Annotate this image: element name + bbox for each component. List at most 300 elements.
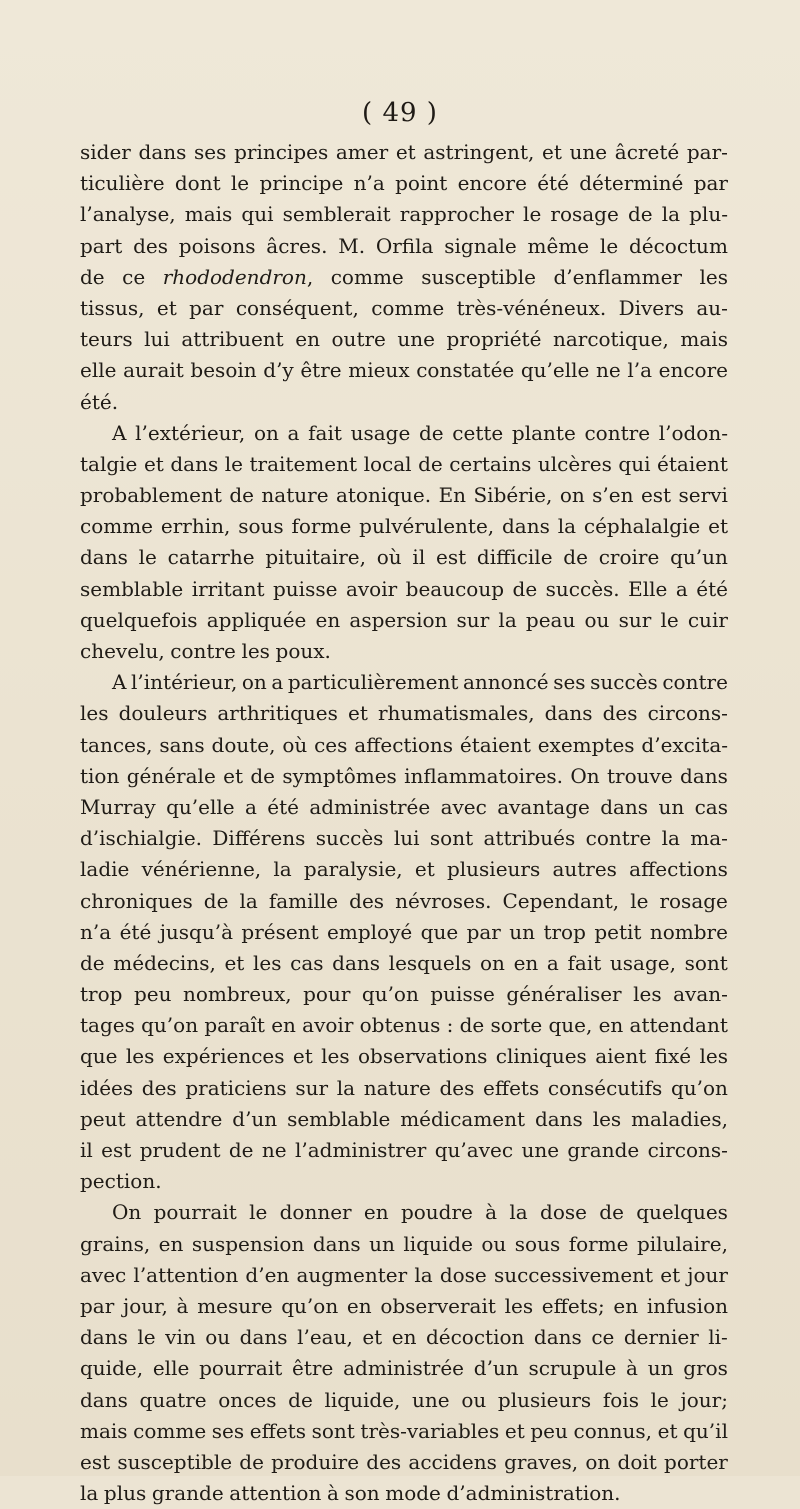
word: vénérienne, — [141, 857, 262, 882]
word: employé — [327, 919, 413, 944]
word: paralysie, — [303, 857, 403, 882]
word: aient — [595, 1044, 647, 1069]
word: mais — [680, 327, 728, 352]
word: âcreté — [614, 140, 680, 164]
word: petit — [594, 919, 642, 944]
word: sur — [295, 1075, 329, 1100]
word: ou — [461, 1387, 487, 1412]
text-line — [80, 324, 728, 355]
word: sont — [429, 826, 474, 851]
word: pourrait — [199, 1356, 283, 1381]
text-line — [80, 511, 728, 542]
word: très-vénéneux. — [456, 295, 607, 320]
word: n’a — [353, 171, 385, 196]
word: trop — [80, 982, 123, 1007]
text-line — [80, 1073, 728, 1104]
word: beaucoup — [405, 576, 505, 601]
word: poux. — [275, 639, 331, 663]
word: effets — [483, 1075, 540, 1100]
word: local — [363, 451, 412, 476]
text-line — [80, 854, 728, 885]
word: contre — [584, 420, 651, 445]
text-line — [80, 355, 728, 386]
word: ces — [314, 732, 348, 757]
word: fixé — [654, 1044, 692, 1069]
word: décoctum — [628, 233, 728, 258]
word: et — [708, 514, 728, 539]
word: tances, — [80, 732, 153, 757]
text-line — [80, 1197, 728, 1228]
word: avan- — [673, 982, 728, 1007]
word: liquide, — [324, 1387, 401, 1412]
word: usage, — [609, 950, 676, 975]
word: pulvérulente, — [359, 514, 495, 539]
word: effets; — [541, 1293, 605, 1318]
word: médicament — [400, 1106, 526, 1131]
word: de — [418, 451, 443, 476]
word: affections — [629, 857, 728, 882]
word: sur — [618, 607, 652, 632]
word: peau — [525, 607, 576, 632]
word: on — [585, 1449, 611, 1474]
word: où — [282, 732, 308, 757]
word: la — [661, 826, 680, 851]
word: est — [80, 1449, 111, 1474]
word: ladie — [80, 857, 130, 882]
word: l’a — [627, 358, 653, 383]
word: part — [80, 233, 123, 258]
word: s’en — [592, 483, 634, 508]
word: où — [376, 545, 402, 570]
word: la — [557, 514, 577, 539]
word: le — [137, 1325, 156, 1350]
text-line — [80, 293, 728, 324]
word: jour; — [680, 1387, 728, 1412]
word: présent — [241, 919, 319, 944]
word: signale — [444, 233, 517, 258]
word: trouve — [607, 763, 673, 788]
word: avantage — [497, 794, 590, 819]
word: et — [395, 140, 416, 164]
word: par — [189, 295, 224, 320]
word: été — [119, 919, 152, 944]
word: dose — [439, 1262, 487, 1287]
word: On — [570, 763, 600, 788]
text-line — [80, 1135, 728, 1166]
text-line — [80, 1353, 728, 1384]
word: un — [658, 794, 685, 819]
word: tages — [80, 1013, 135, 1038]
word: une — [521, 1138, 560, 1162]
word: que — [80, 1044, 118, 1069]
word: jusqu’à — [159, 919, 234, 944]
word: exemptes — [537, 732, 635, 757]
word: que — [420, 919, 459, 944]
word: et — [292, 1044, 313, 1069]
word: et — [362, 1325, 383, 1350]
word: talgie — [80, 451, 138, 476]
text-line — [80, 1291, 728, 1322]
text-line — [80, 730, 728, 761]
word: été. — [80, 389, 119, 414]
word: praticiens — [185, 1075, 287, 1100]
word: peut — [80, 1106, 126, 1131]
text-line — [80, 979, 728, 1010]
word: arthritiques — [217, 701, 338, 726]
word: rapprocher — [399, 202, 514, 227]
word: consécutifs — [547, 1075, 663, 1100]
word: ce — [591, 1325, 615, 1350]
word: encore — [658, 358, 728, 383]
word: forme — [291, 514, 352, 539]
word: la — [509, 1200, 528, 1225]
word: poudre — [400, 1200, 473, 1225]
word: ne — [596, 358, 621, 383]
word: pourrait — [153, 1200, 237, 1225]
word: l’attention — [133, 1262, 239, 1287]
word: atonique. — [335, 483, 432, 508]
text-line — [80, 231, 728, 262]
word: de — [288, 1387, 313, 1412]
word: de — [228, 1138, 254, 1162]
word: par- — [686, 140, 728, 164]
word: par — [466, 919, 501, 944]
word: astringent, — [423, 140, 535, 164]
word: catarrhe — [167, 545, 255, 570]
word: comme — [133, 1418, 207, 1443]
word: elle — [80, 358, 117, 383]
word: cliniques — [495, 1044, 587, 1069]
word: de — [627, 202, 653, 227]
word: ou — [584, 607, 610, 632]
word: les — [504, 1293, 534, 1318]
word: Différens — [212, 826, 306, 851]
word: sous — [514, 1231, 561, 1256]
word: Sibérie, — [473, 483, 553, 508]
word: une — [397, 327, 436, 352]
word: et — [542, 140, 562, 164]
word: un — [647, 1356, 674, 1381]
word: et — [657, 1418, 678, 1443]
word: Cependant, — [502, 888, 620, 913]
word: mode — [385, 1481, 441, 1506]
word: été — [267, 794, 299, 819]
word: propriété — [446, 327, 542, 352]
word: : — [446, 1013, 454, 1038]
text-line — [80, 886, 728, 917]
word: les — [321, 1044, 350, 1069]
word: mieux — [348, 358, 410, 383]
word: avec — [80, 1262, 127, 1287]
word: cette — [452, 420, 504, 445]
word: les — [633, 982, 662, 1007]
word: en — [391, 1325, 417, 1350]
word: d’administration. — [446, 1481, 621, 1506]
word: un — [369, 1231, 395, 1256]
word: comme — [80, 514, 154, 539]
word: observerait — [380, 1293, 496, 1318]
word: graves, — [504, 1449, 579, 1474]
word: qu’on — [670, 1075, 728, 1100]
word: l’extérieur, — [135, 420, 246, 445]
word: encore — [457, 171, 527, 196]
word: les — [699, 1044, 728, 1069]
word: ses — [211, 1418, 245, 1443]
word: forme — [568, 1231, 629, 1256]
word: certains — [449, 451, 532, 476]
text-line — [80, 1260, 728, 1291]
word: liquide — [403, 1231, 473, 1256]
word: qu’elle — [520, 358, 590, 383]
paragraph — [80, 667, 728, 1197]
word: ses — [553, 670, 586, 695]
word: comme — [330, 264, 404, 289]
word: lui — [144, 327, 170, 352]
text-line — [80, 636, 728, 667]
text-line — [80, 761, 728, 792]
paragraph — [80, 137, 728, 418]
word: en — [613, 1293, 639, 1318]
word: en — [598, 1013, 624, 1038]
word: et — [347, 701, 368, 726]
page-number: ( 49 ) — [362, 98, 438, 128]
word: teurs — [80, 327, 133, 352]
word: nombre — [649, 919, 728, 944]
word: pection. — [80, 1169, 162, 1194]
word: qui — [241, 202, 274, 227]
word: de — [203, 888, 229, 913]
word: gros — [683, 1356, 728, 1381]
word: pour — [303, 982, 351, 1007]
word: M. — [338, 233, 366, 258]
word: dans — [680, 763, 728, 788]
word: plusieurs — [497, 1387, 592, 1412]
word: annoncé — [462, 670, 549, 695]
word: sont — [311, 1418, 355, 1443]
word: infusion — [646, 1293, 728, 1318]
text-line — [80, 574, 728, 605]
word: connus, — [573, 1418, 653, 1443]
word: qu’on — [281, 1293, 339, 1318]
word: succès — [315, 826, 384, 851]
word: être — [300, 358, 342, 383]
word: grande — [151, 1481, 224, 1506]
word: quatre — [139, 1387, 207, 1412]
text-line — [80, 917, 728, 948]
word: dans — [332, 950, 381, 975]
word: On — [112, 1200, 142, 1225]
word: dans — [501, 514, 550, 539]
word: irritant — [191, 576, 265, 601]
word: la — [336, 1075, 356, 1100]
word: les — [241, 639, 270, 663]
word: li- — [708, 1325, 728, 1350]
word: dans — [80, 545, 128, 570]
word: dans — [170, 451, 219, 476]
word: jour, — [123, 1293, 168, 1318]
word: déterminé — [579, 171, 684, 196]
text-line — [80, 542, 728, 573]
word: succès. — [545, 576, 620, 601]
word: à — [626, 1356, 638, 1381]
word: les — [252, 950, 282, 975]
word: été — [537, 171, 569, 196]
text-line — [80, 137, 728, 168]
word: obtenus — [359, 1013, 441, 1038]
word: susceptible — [117, 1449, 233, 1474]
word: attendre — [135, 1106, 223, 1131]
word: qu’on — [141, 1013, 199, 1038]
word: trop — [543, 919, 586, 944]
word: paraît — [204, 1013, 265, 1038]
word: étaient — [657, 451, 728, 476]
text-line — [80, 948, 728, 979]
text-line — [80, 1322, 728, 1353]
word: nature — [363, 1075, 431, 1100]
word: ulcères — [537, 451, 612, 476]
word: dans — [80, 1387, 128, 1412]
word: a — [546, 950, 559, 975]
word: qui — [618, 451, 651, 476]
word: principe — [259, 171, 344, 196]
word: le — [599, 233, 619, 258]
word: a — [287, 420, 300, 445]
word: errhin, — [160, 514, 231, 539]
word: besoin — [190, 358, 257, 383]
word: porter — [664, 1449, 728, 1474]
word: et — [504, 1418, 525, 1443]
word: en — [271, 1013, 296, 1038]
word: plusieurs — [446, 857, 541, 882]
word: l’administrer — [294, 1138, 427, 1162]
text-line — [80, 1416, 728, 1447]
word: contre — [662, 670, 728, 695]
word: rhumatismales, — [377, 701, 535, 726]
word: famille — [268, 888, 339, 913]
word: qu’avec — [434, 1138, 514, 1162]
word: à — [485, 1200, 498, 1225]
text-line — [80, 1385, 728, 1416]
word: symptômes — [282, 763, 397, 788]
word: est — [101, 1138, 132, 1162]
word: en — [346, 1293, 372, 1318]
word: narcotique, — [552, 327, 669, 352]
word: névroses. — [395, 888, 492, 913]
word: plu- — [689, 202, 728, 227]
word: l’analyse, — [80, 202, 176, 227]
word: lesquels — [388, 950, 472, 975]
word: En — [438, 483, 467, 508]
word: ou — [205, 1325, 231, 1350]
word: ma- — [690, 826, 728, 851]
word: effets — [249, 1418, 306, 1443]
word: chevelu, — [80, 639, 165, 663]
word: sans — [159, 732, 205, 757]
word: contre — [170, 639, 236, 663]
word: suspension — [191, 1231, 305, 1256]
word: des — [366, 1449, 402, 1474]
word: particulièrement — [287, 670, 459, 695]
word: dont — [174, 171, 221, 196]
word: de — [80, 950, 105, 975]
word: ticulière — [80, 171, 165, 196]
word: sous — [238, 514, 284, 539]
word: donner — [279, 1200, 352, 1225]
word: Elle — [628, 576, 668, 601]
word: une — [569, 140, 608, 164]
text-line — [80, 168, 728, 199]
word: une — [412, 1387, 450, 1412]
word: doit — [617, 1449, 657, 1474]
text-line — [80, 698, 728, 729]
word: tion — [80, 763, 120, 788]
word: en — [158, 1231, 184, 1256]
word: l’intérieur, — [131, 670, 238, 695]
word: chroniques — [80, 888, 193, 913]
word: quide, — [80, 1356, 144, 1381]
word: à — [326, 1481, 339, 1506]
word: accidens — [408, 1449, 497, 1474]
word: de — [459, 1013, 485, 1038]
word: expériences — [162, 1044, 285, 1069]
word: maladies, — [631, 1106, 728, 1131]
word: onces — [218, 1387, 277, 1412]
word: observations — [358, 1044, 488, 1069]
word: avoir — [345, 576, 398, 601]
word: ses — [194, 140, 227, 164]
word: le — [650, 1387, 669, 1412]
word: constatée — [416, 358, 515, 383]
word: puisse — [273, 576, 338, 601]
word: fois — [602, 1387, 639, 1412]
word: dans — [138, 140, 187, 164]
word: on — [480, 950, 505, 975]
word: il — [412, 545, 426, 570]
word: scrupule — [528, 1356, 617, 1381]
word: quelques — [636, 1200, 728, 1225]
text-line — [80, 449, 728, 480]
word: l’odon- — [658, 420, 728, 445]
text-line — [80, 792, 728, 823]
word: et — [143, 451, 164, 476]
word: semblable — [80, 576, 184, 601]
word: autres — [552, 857, 617, 882]
word: d’enflammer — [553, 264, 682, 289]
word: en — [295, 327, 320, 352]
word: pituitaire, — [265, 545, 366, 570]
word: des — [439, 1075, 475, 1100]
word: en — [513, 950, 539, 975]
word: rosage — [550, 202, 619, 227]
word: on — [253, 420, 279, 445]
word: A — [112, 670, 127, 695]
word: nature — [261, 483, 329, 508]
word: ou — [481, 1231, 507, 1256]
word: des — [602, 701, 638, 726]
text-line — [80, 480, 728, 511]
text-line — [80, 1478, 728, 1509]
word: le — [249, 1200, 268, 1225]
text-line — [80, 605, 728, 636]
text-line — [80, 1447, 728, 1478]
word: inflammatoires. — [404, 763, 564, 788]
word: n’a — [80, 919, 112, 944]
word: croire — [598, 545, 660, 570]
word: idées — [80, 1075, 134, 1100]
word: peu — [133, 982, 172, 1007]
word: décoction — [425, 1325, 525, 1350]
word: Divers — [618, 295, 684, 320]
